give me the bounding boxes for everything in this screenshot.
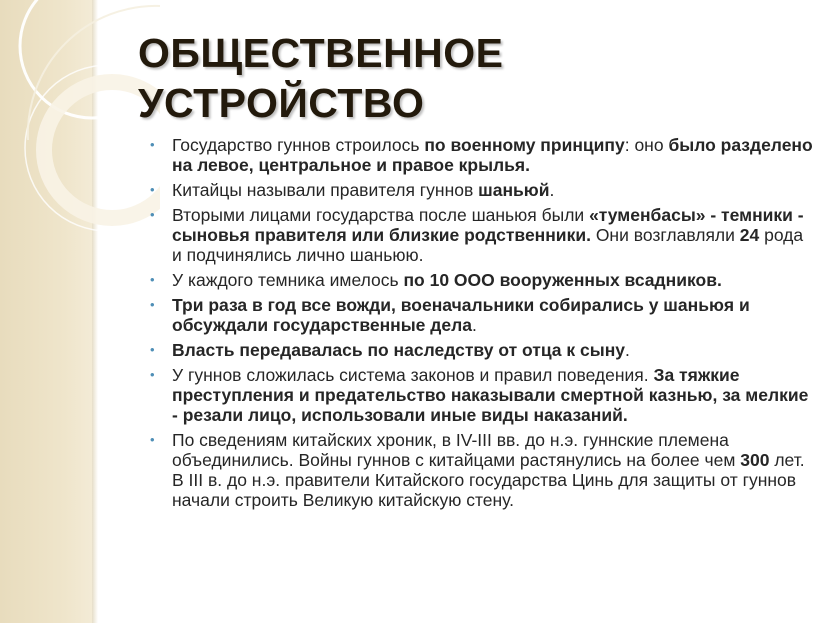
bullet-item xyxy=(148,180,816,200)
bullet-list xyxy=(148,135,816,515)
bullet-text-bold: шаньюй xyxy=(478,180,550,200)
bullet-icon: • xyxy=(150,207,155,222)
bullet-text: По сведениям китайских хроник, в IV-III вв. до н.э. гуннские племена объединились. Войны гуннов с китайцами растянулись на более чем xyxy=(172,430,741,470)
bullet-text-bold: 300 xyxy=(740,450,770,470)
bullet-item xyxy=(148,430,816,510)
bullet-icon: • xyxy=(150,432,155,447)
bullet-text: . xyxy=(625,340,630,360)
bullet-item xyxy=(148,270,816,290)
bullet-text: : оно xyxy=(624,135,669,155)
bullet-text: Они возглавляли xyxy=(590,225,740,245)
bullet-item xyxy=(148,205,816,265)
bullet-text: У гуннов сложилась система законов и правил поведения. xyxy=(172,365,654,385)
page-title xyxy=(138,28,504,128)
bullet-icon: • xyxy=(150,297,155,312)
bullet-item xyxy=(148,135,816,175)
bullet-text: . xyxy=(549,180,555,200)
bullet-text-bold: Власть передавалась по наследству от отца к сыну xyxy=(172,340,625,360)
bullet-text-bold: 24 xyxy=(739,225,760,245)
bullet-icon: • xyxy=(150,342,155,357)
bullet-icon: • xyxy=(150,137,155,152)
bullet-icon: • xyxy=(150,272,155,287)
bullet-text-bold: по военному принципу xyxy=(424,135,625,155)
bullet-text: лет. В III в. до н.э. правители Китайского государства Цинь для защиты от гуннов начали строить Великую китайскую стену. xyxy=(172,450,805,510)
bullet-text: Государство гуннов строилось xyxy=(172,135,425,155)
title-line-2: УСТРОЙСТВО xyxy=(138,80,425,126)
bullet-item xyxy=(148,295,816,335)
bullet-text-bold: было разделено на левое, центральное и правое крылья. xyxy=(172,135,813,175)
bullet-text-bold: по 10 ООО вооруженных всадников. xyxy=(403,270,722,290)
bullet-text-bold: Три раза в год все вожди, военачальники собирались у шаньюя и обсуждали государственные дела xyxy=(172,295,750,335)
title-line-1: ОБЩЕСТВЕННОЕ xyxy=(138,30,504,76)
bullet-text-bold: За тяжкие преступления и предательство наказывали смертной казнью, за мелкие - резали лицо, использовали иные виды наказаний. xyxy=(172,365,809,425)
bullet-text: Вторыми лицами государства после шаньюя были xyxy=(172,205,590,225)
bullet-text: У каждого темника имелось xyxy=(172,270,404,290)
bullet-text-bold: «туменбасы» - темники - сыновья правителя или близкие родственники. xyxy=(172,205,804,245)
decorative-circles xyxy=(0,0,160,623)
bullet-icon: • xyxy=(150,367,155,382)
bullet-text: Китайцы называли правителя гуннов xyxy=(172,180,479,200)
bullet-icon: • xyxy=(150,182,155,197)
bullet-text: рода и подчинялись лично шаньюю. xyxy=(172,225,804,265)
bullet-text: . xyxy=(471,315,477,335)
bullet-item xyxy=(148,365,816,425)
bullet-item xyxy=(148,340,816,360)
